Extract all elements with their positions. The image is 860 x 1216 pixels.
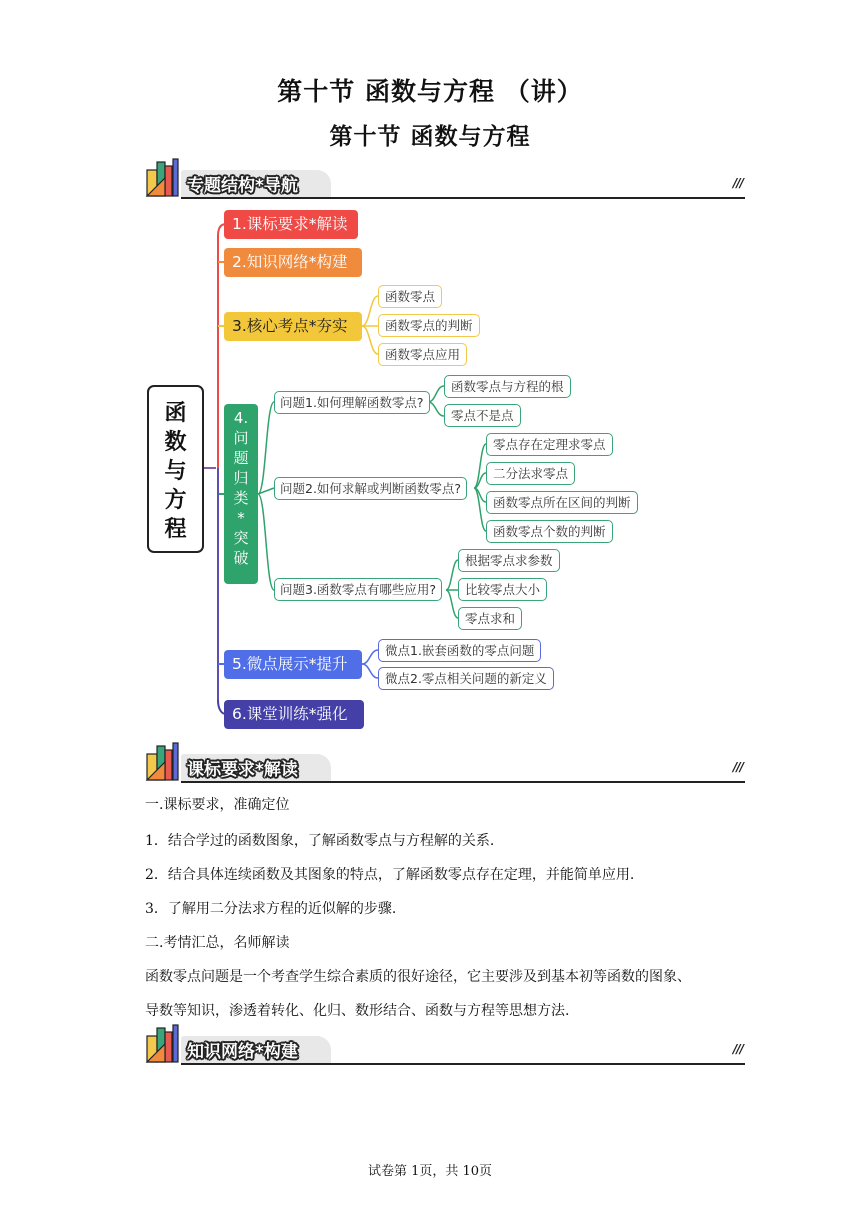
question-1-leaf: 函数零点与方程的根	[444, 375, 571, 398]
question-1-leaf: 零点不是点	[444, 404, 521, 427]
branch-4-char: 问	[233, 429, 249, 447]
branch-3-leaf: 函数零点应用	[378, 343, 467, 366]
banner-req-label: 课标要求*解读	[187, 760, 298, 780]
section-heading-2: 二.考情汇总，名师解读	[145, 935, 290, 951]
branch-4-char: 破	[233, 549, 249, 567]
branch-3-leaf: 函数零点	[378, 285, 442, 308]
page-footer: 试卷第 1页，共 10页	[367, 1164, 493, 1179]
root-char: 方	[164, 488, 187, 513]
banner-net-label: 知识网络*构建	[187, 1042, 298, 1062]
body-text-line: 导数等知识，渗透着转化、化归、数形结合、函数与方程等思想方法.	[145, 1003, 570, 1019]
banner-slash: ///	[732, 760, 743, 774]
question-3-leaf: 比较零点大小	[458, 578, 547, 601]
branch-2: 2.知识网络*构建	[224, 248, 362, 277]
question-1: 问题1.如何理解函数零点?	[274, 391, 430, 414]
branch-4	[224, 404, 258, 584]
branch-4-char: 题	[233, 449, 249, 467]
banner-rule	[181, 1063, 745, 1065]
root-char: 数	[164, 430, 187, 455]
branch-4-char: *	[237, 509, 245, 527]
branch-4-char: 归	[233, 469, 249, 487]
root-char: 与	[164, 459, 187, 484]
page-title: 第十节 函数与方程 （讲）	[277, 77, 583, 106]
requirement-item: 3．了解用二分法求方程的近似解的步骤.	[145, 901, 397, 917]
branch-4-char: 类	[233, 489, 249, 507]
branch-3-leaf: 函数零点的判断	[378, 314, 480, 337]
branch-6: 6.课堂训练*强化	[224, 700, 364, 729]
question-2-leaf: 零点存在定理求零点	[486, 433, 613, 456]
branch-4-char: 4.	[233, 409, 249, 427]
question-3-leaf: 根据零点求参数	[458, 549, 560, 572]
root-char: 函	[164, 401, 187, 426]
question-3-leaf: 零点求和	[458, 607, 522, 630]
question-2-leaf: 函数零点个数的判断	[486, 520, 613, 543]
page-subtitle: 第十节 函数与方程	[329, 124, 531, 150]
body-text-line: 函数零点问题是一个考查学生综合素质的很好途径，它主要涉及到基本初等函数的图象、	[145, 969, 691, 985]
banner-slash: ///	[732, 1042, 743, 1056]
question-2-leaf: 二分法求零点	[486, 462, 575, 485]
banner-nav-label: 专题结构*导航	[187, 176, 298, 196]
banner-req	[145, 740, 745, 784]
branch-5: 5.微点展示*提升	[224, 650, 362, 679]
branch-5-leaf: 微点1.嵌套函数的零点问题	[378, 639, 541, 662]
branch-5-leaf: 微点2.零点相关问题的新定义	[378, 667, 554, 690]
banner-net	[145, 1022, 745, 1066]
branch-1: 1.课标要求*解读	[224, 210, 358, 239]
question-2-leaf: 函数零点所在区间的判断	[486, 491, 638, 514]
mind-map-root	[147, 385, 204, 553]
banner-rule	[181, 781, 745, 783]
question-3: 问题3.函数零点有哪些应用?	[274, 578, 442, 601]
branch-4-char: 突	[233, 529, 249, 547]
banner-slash: ///	[732, 176, 743, 190]
requirement-item: 1．结合学过的函数图象，了解函数零点与方程解的关系.	[145, 833, 495, 849]
root-char: 程	[164, 517, 187, 542]
question-2: 问题2.如何求解或判断函数零点?	[274, 477, 467, 500]
requirement-item: 2．结合具体连续函数及其图象的特点，了解函数零点存在定理，并能简单应用.	[145, 867, 635, 883]
branch-3: 3.核心考点*夯实	[224, 312, 362, 341]
section-heading-1: 一.课标要求，准确定位	[145, 797, 290, 813]
